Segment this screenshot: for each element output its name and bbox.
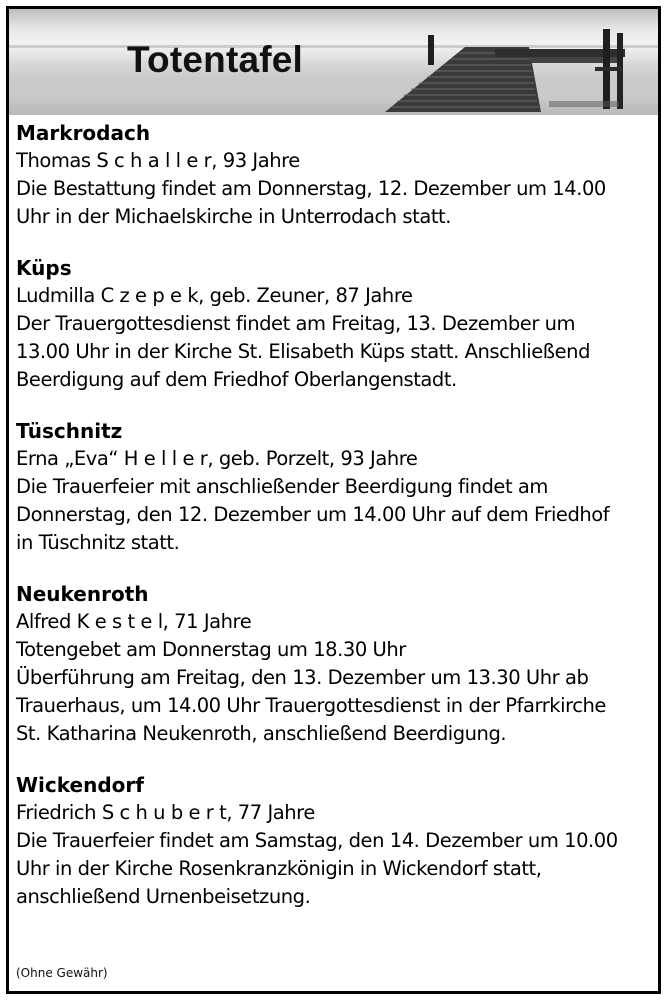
obituary-entry bbox=[16, 581, 656, 748]
service-text: Totengebet am Donnerstag um 18.30 Uhr bbox=[16, 638, 406, 661]
place-heading: Küps bbox=[16, 256, 72, 280]
service-text: Beerdigung auf dem Friedhof Oberlangenstadt. bbox=[16, 368, 457, 391]
place-heading: Tüschnitz bbox=[16, 419, 123, 443]
obituary-entry bbox=[16, 418, 656, 557]
service-text: anschließend Urnenbeisetzung. bbox=[16, 885, 311, 908]
disclaimer-note: (Ohne Gewähr) bbox=[16, 966, 108, 980]
place-heading: Wickendorf bbox=[16, 773, 144, 797]
place-heading: Neukenroth bbox=[16, 582, 149, 606]
obituary-entry bbox=[16, 772, 656, 911]
service-text: Die Trauerfeier mit anschließender Beerdigung findet am bbox=[16, 475, 548, 498]
service-text: Uhr in der Kirche Rosenkranzkönigin in Wickendorf statt, bbox=[16, 857, 542, 880]
service-text: St. Katharina Neukenroth, anschließend Beerdigung. bbox=[16, 722, 507, 745]
service-text: Trauerhaus, um 14.00 Uhr Trauergottesdienst in der Pfarrkirche bbox=[16, 694, 606, 717]
page-title: Totentafel bbox=[127, 39, 304, 80]
deceased-name: Thomas S c h a l l e r, 93 Jahre bbox=[16, 149, 300, 172]
service-text: Der Trauergottesdienst findet am Freitag, 13. Dezember um bbox=[16, 312, 576, 335]
service-text: Die Trauerfeier findet am Samstag, den 14. Dezember um 10.00 bbox=[16, 829, 618, 852]
service-text: Die Bestattung findet am Donnerstag, 12. Dezember um 14.00 bbox=[16, 177, 606, 200]
service-text: 13.00 Uhr in der Kirche St. Elisabeth Küps statt. Anschließend bbox=[16, 340, 591, 363]
service-text: Überführung am Freitag, den 13. Dezember um 13.30 Uhr ab bbox=[16, 666, 589, 689]
header-banner bbox=[9, 9, 658, 115]
service-text: Uhr in der Michaelskirche in Unterrodach statt. bbox=[16, 205, 451, 228]
obituary-notice bbox=[6, 6, 661, 994]
service-text: in Tüschnitz statt. bbox=[16, 531, 180, 554]
obituary-entry bbox=[16, 255, 656, 394]
deceased-name: Alfred K e s t e l, 71 Jahre bbox=[16, 610, 252, 633]
place-heading: Markrodach bbox=[16, 121, 151, 145]
obituary-list bbox=[16, 120, 656, 935]
service-text: Donnerstag, den 12. Dezember um 14.00 Uhr auf dem Friedhof bbox=[16, 503, 610, 526]
deceased-name: Friedrich S c h u b e r t, 77 Jahre bbox=[16, 801, 315, 824]
pier-lake-image bbox=[9, 9, 658, 115]
deceased-name: Ludmilla C z e p e k, geb. Zeuner, 87 Jahre bbox=[16, 284, 413, 307]
obituary-entry bbox=[16, 120, 656, 231]
deceased-name: Erna „Eva“ H e l l e r, geb. Porzelt, 93 Jahre bbox=[16, 447, 418, 470]
